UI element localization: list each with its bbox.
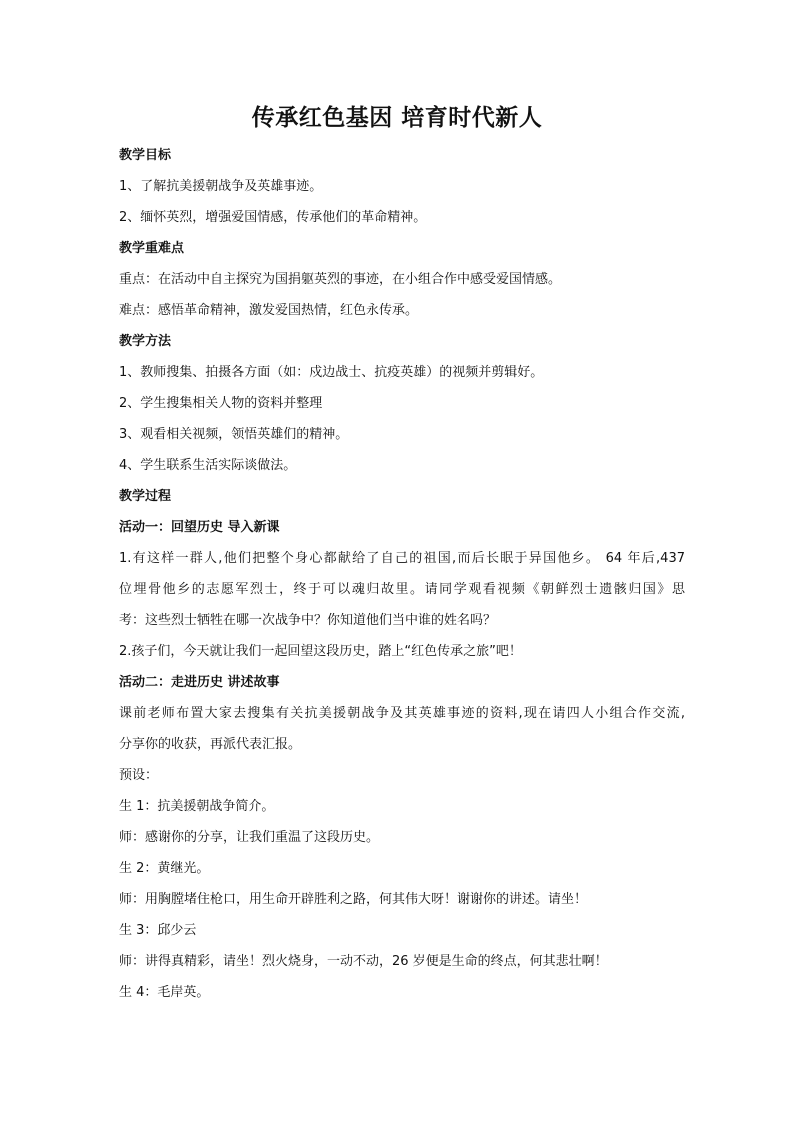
body-line: 教学过程 [119, 489, 172, 504]
body-line: 3、观看相关视频，领悟英雄们的精神。 [119, 427, 349, 442]
document-title: 传承红色基因 培育时代新人 [251, 105, 543, 131]
body-line: 2.孩子们，今天就让我们一起回望这段历史，踏上“红色传承之旅”吧！ [119, 644, 522, 659]
body-line: 生 2：黄继光。 [119, 861, 210, 876]
body-line: 分享你的收获，再派代表汇报。 [119, 737, 302, 752]
body-line: 2、学生搜集相关人物的资料并整理 [119, 396, 323, 411]
body-line: 活动二：走进历史 讲述故事 [119, 675, 280, 690]
body-line: 位埋骨他乡的志愿军烈士，终于可以魂归故里。请同学观看视频《朝鲜烈士遗骸归国》思 [119, 582, 685, 597]
body-line: 重点：在活动中自主探究为国捐躯英烈的事迹，在小组合作中感受爱国情感。 [119, 272, 562, 287]
body-line: 教学方法 [119, 334, 172, 349]
body-line: 生 3：邱少云 [119, 923, 197, 938]
body-line: 2、缅怀英烈，增强爱国情感，传承他们的革命精神。 [119, 210, 427, 225]
body-line: 预设： [119, 768, 159, 783]
body-line: 4、学生联系生活实际谈做法。 [119, 458, 297, 473]
body-line: 考：这些烈士牺牲在哪一次战争中？你知道他们当中谁的姓名吗？ [119, 613, 497, 628]
body-line: 师：感谢你的分享，让我们重温了这段历史。 [119, 830, 380, 845]
body-line: 1、教师搜集、拍摄各方面（如：戍边战士、抗疫英雄）的视频并剪辑好。 [119, 365, 544, 380]
body-line: 教学重难点 [119, 241, 185, 256]
body-line: 1、了解抗美援朝战争及英雄事迹。 [119, 179, 323, 194]
body-line: 1.有这样一群人,他们把整个身心都献给了自己的祖国,而后长眠于异国他乡。 64 年后,437 [119, 551, 685, 566]
body-line: 活动一：回望历史 导入新课 [119, 520, 280, 535]
body-line: 课前老师布置大家去搜集有关抗美援朝战争及其英雄事迹的资料,现在请四人小组合作交流, [119, 706, 685, 721]
body-line: 教学目标 [119, 148, 172, 163]
body-line: 生 1：抗美援朝战争简介。 [119, 799, 275, 814]
body-line: 难点：感悟革命精神，激发爱国热情，红色永传承。 [119, 303, 419, 318]
body-line: 师：用胸膛堵住枪口，用生命开辟胜利之路，何其伟大呀！谢谢你的讲述。请坐！ [119, 892, 588, 907]
body-line: 生 4：毛岸英。 [119, 985, 210, 1000]
body-line: 师：讲得真精彩，请坐！烈火烧身，一动不动，26 岁便是生命的终点，何其悲壮啊！ [119, 954, 608, 969]
document-body [119, 140, 685, 1008]
